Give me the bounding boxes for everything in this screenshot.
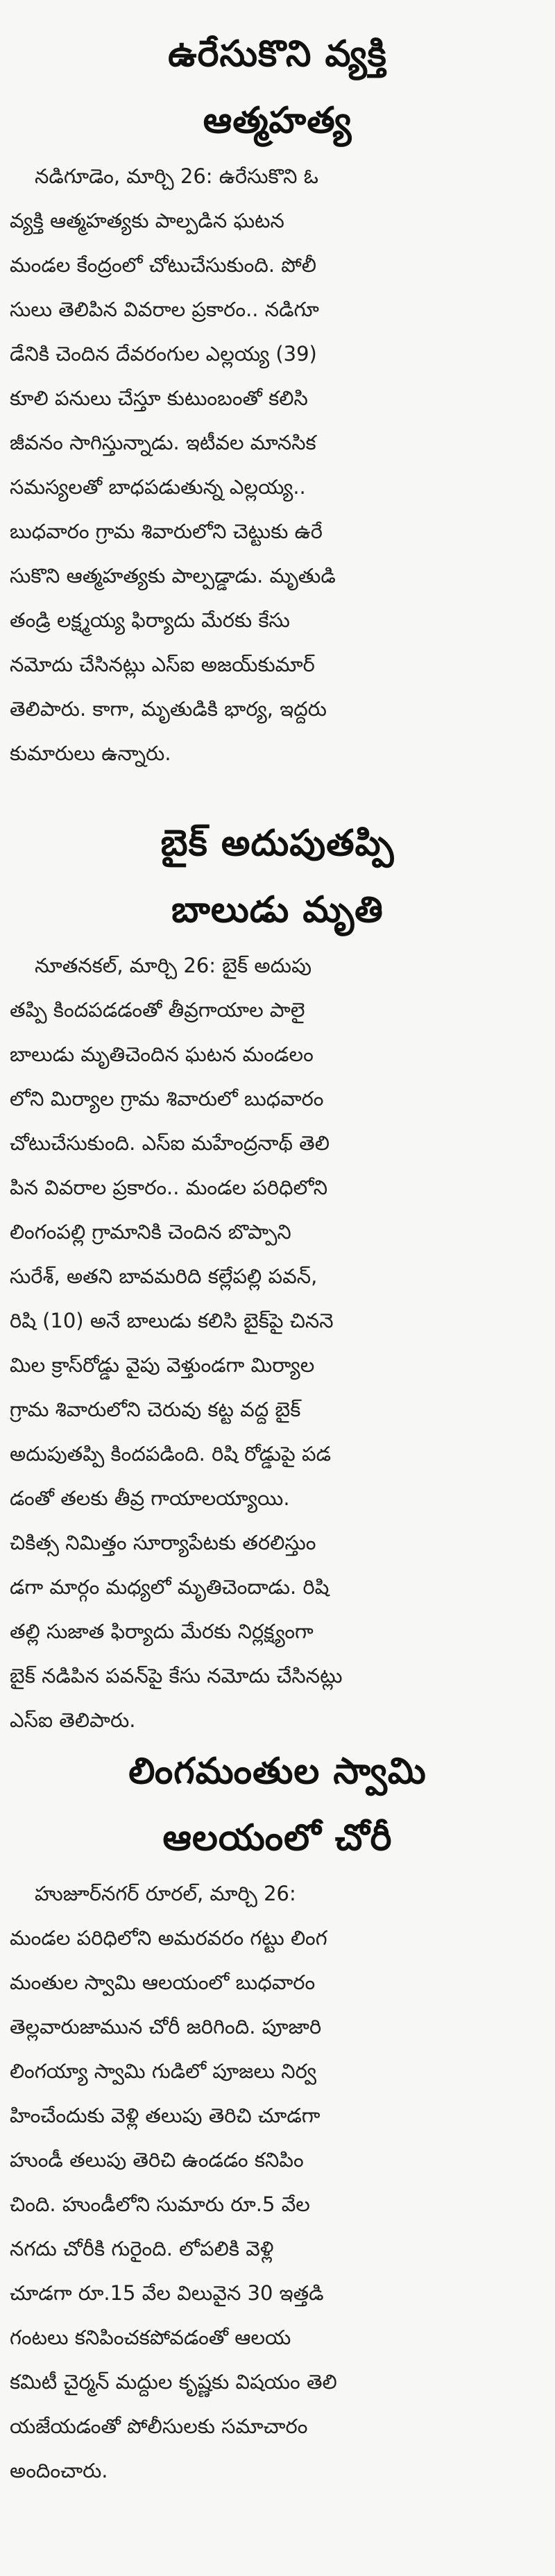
body-line: చోటుచేసుకుంది. ఎస్ఐ మహేంద్రనాథ్ తెలి (10, 1131, 330, 1155)
body-line: కమిటీ చైర్మన్ మద్దుల కృష్ణకు విషయం తెలి (10, 2370, 337, 2394)
body-line: మండల కేంద్రంలో చోటుచేసుకుంది. పోలీ (10, 253, 317, 277)
article-suicide (10, 21, 545, 775)
body-line: గ్రామ శివారులోని చెరువు కట్ట వద్ద బైక్ (10, 1398, 301, 1421)
body-line: కుమారులు ఉన్నారు. (10, 741, 171, 765)
body-line: మండల పరిధిలోని అమరవరం గట్టు లింగ (10, 1926, 327, 1950)
body-line: తండ్రి లక్ష్మయ్య ఫిర్యాదు మేరకు కేసు (10, 608, 290, 632)
body-line: అందించారు. (10, 2459, 108, 2482)
body-line: కూలి పనులు చేస్తూ కుటుంబంతో కలిసి (10, 386, 308, 410)
body-line: మంతుల స్వామి ఆలయంలో బుధవారం (10, 1970, 316, 1994)
body-line: అదుపుతప్పి కిందపడింది. రిషి రోడ్డుపై పడ (10, 1442, 332, 1466)
headline-line: ఉరేసుకొని వ్యక్తి (168, 33, 387, 75)
body-line: తెలిపారు. కాగా, మృతుడికి భార్య, ఇద్దరు (10, 697, 327, 721)
body-line: రిషి (10) అనే బాలుడు కలిసి బైక్‌పై చిననె (10, 1309, 334, 1332)
headline-line: లింగమంతుల స్వామి (128, 1751, 427, 1792)
body-line: లింగంపల్లి గ్రామానికి చెందిన బొప్పాని (10, 1220, 291, 1244)
body-line: హించేందుకు వెళ్లి తలుపు తెరిచి చూడగా (10, 2104, 321, 2127)
headline-line: ఆత్మహత్య (203, 100, 352, 141)
body-line: చింది. హుండీలోని సుమారు రూ.5 వేల (10, 2192, 310, 2216)
body-line: చూడగా రూ.15 వేల విలువైన 30 ఇత్తడి (10, 2281, 324, 2305)
body-line: హుండీ తలుపు తెరిచి ఉండడం కనిపిం (10, 2148, 304, 2172)
article-temple-theft (10, 1738, 545, 2493)
body-line: వ్యక్తి ఆత్మహత్యకు పాల్పడిన ఘటన (10, 209, 284, 232)
body-line: నమోదు చేసినట్లు ఎస్ఐ అజయ్‌కుమార్ (10, 653, 315, 676)
body-line: పిన వివరాల ప్రకారం.. మండల పరిధిలోని (10, 1176, 328, 1199)
body-line: నడిగూడెం, మార్చి 26: ఉరేసుకొని ఓ (35, 164, 318, 188)
body-line: బైక్ నడిపిన పవన్‌పై కేసు నమోదు చేసినట్లు (10, 1664, 343, 1688)
headline-line: ఆలయంలో చోరీ (162, 1817, 393, 1859)
body-line: హుజూర్‌నగర్ రూరల్, మార్చి 26: (35, 1882, 296, 1905)
body-line: మిల క్రాస్‌రోడ్డు వైపు వెళ్తుండగా మిర్యాల (10, 1353, 315, 1377)
body-line: బాలుడు మృతిచెందిన ఘటన మండలం (10, 1042, 314, 1066)
body-line: లింగయ్యా స్వామి గుడిలో పూజలు నిర్వ (10, 2059, 317, 2083)
body-line: డగా మార్గం మధ్యలో మృతిచెందాడు. రిషి (10, 1575, 330, 1599)
body-line: ఎస్ఐ తెలిపారు. (10, 1708, 136, 1732)
body-line: తల్లి సుజాత ఫిర్యాదు మేరకు నిర్లక్ష్యంగా (10, 1620, 314, 1643)
body-line: సురేశ్, అతని బావమరిది కల్లేపల్లి పవన్, (10, 1264, 318, 1288)
article-body (10, 1871, 545, 2493)
body-line: సుకొని ఆత్మహత్యకు పాల్పడ్డాడు. మృతుడి (10, 564, 336, 587)
body-line: యజేయడంతో పోలీసులకు సమాచారం (10, 2414, 308, 2438)
body-line: డంతో తలకు తీవ్ర గాయాలయ్యాయి. (10, 1486, 290, 1510)
body-line: నూతనకల్, మార్చి 26: బైక్ అదుపు (35, 954, 312, 977)
headline (10, 1738, 545, 1871)
headline (10, 810, 545, 943)
headline-line: బాలుడు మృతి (171, 889, 384, 931)
body-line: గంటలు కనిపించకపోవడంతో ఆలయ (10, 2326, 291, 2349)
body-line: సులు తెలిపిన వివరాల ప్రకారం.. నడిగూ (10, 298, 319, 321)
body-line: లోని మిర్యాల గ్రామ శివారులో బుధవారం (10, 1087, 324, 1110)
headline (10, 21, 545, 154)
headline-line: బైక్ అదుపుతప్పి (160, 823, 395, 864)
body-line: సమస్యలతో బాధపడుతున్న ఎల్లయ్య.. (10, 475, 306, 499)
body-line: డేనికి చెందిన దేవరంగుల ఎల్లయ్య (39) (10, 342, 317, 366)
body-line: జీవనం సాగిస్తున్నాడు. ఇటీవల మానసిక (10, 431, 316, 454)
body-line: బుధవారం గ్రామ శివారులోని చెట్టుకు ఉరే (10, 520, 323, 543)
article-bike-accident (10, 810, 545, 1742)
body-line: నగదు చోరీకి గురైంది. లోపలికి వెళ్లి (10, 2237, 274, 2260)
article-body (10, 943, 545, 1742)
body-line: తప్పి కిందపడడంతో తీవ్రగాయాల పాలై (10, 998, 305, 1022)
article-body (10, 154, 545, 775)
body-line: చికిత్స నిమిత్తం సూర్యాపేటకు తరలిస్తుం (10, 1531, 316, 1554)
body-line: తెల్లవారుజామున చోరీ జరిగింది. పూజారి (10, 2015, 322, 2038)
